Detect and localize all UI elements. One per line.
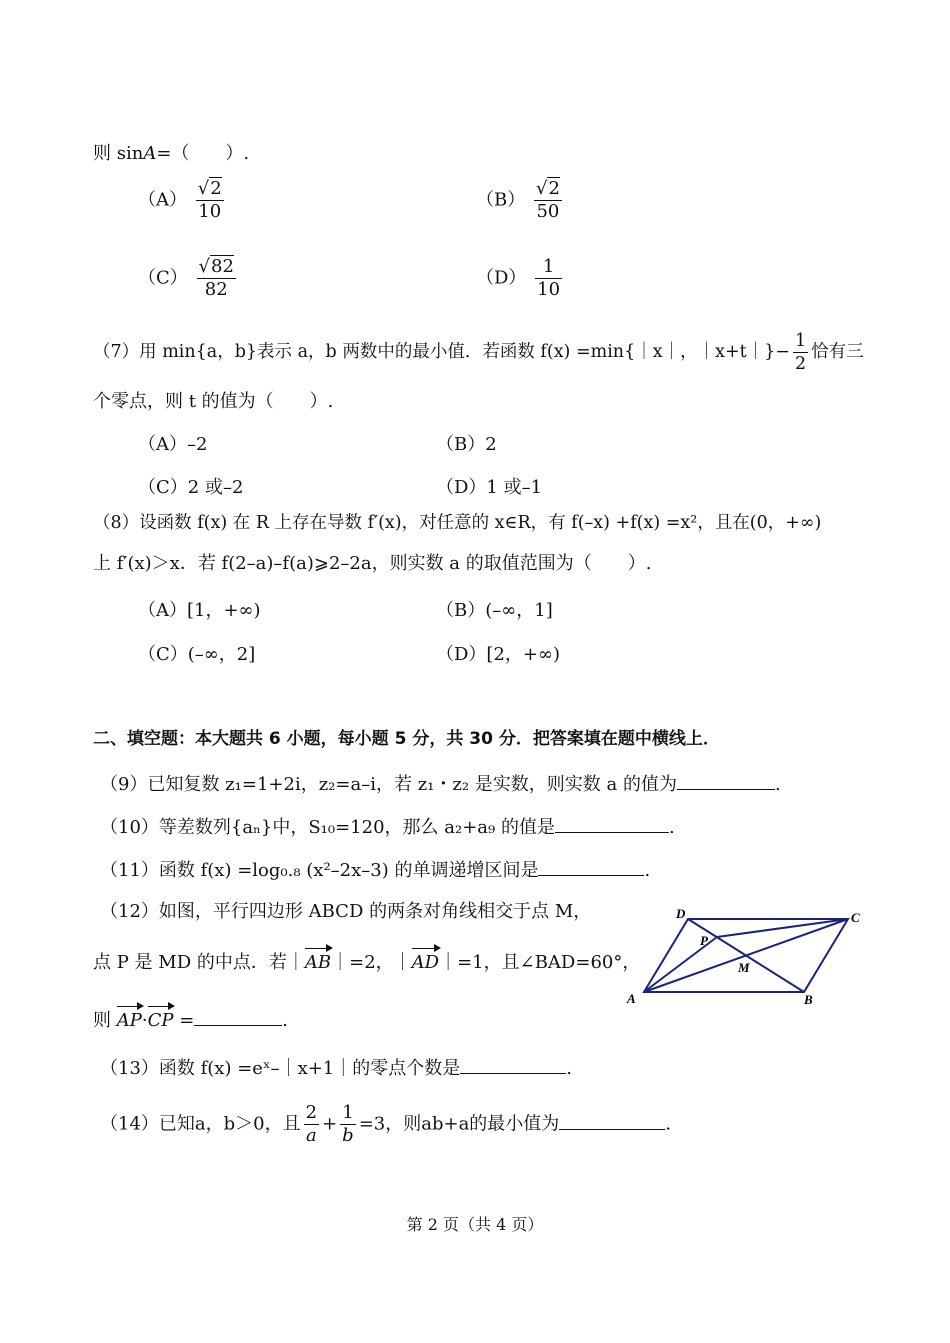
q13-answer-blank[interactable] bbox=[460, 1055, 566, 1074]
q9-answer-blank[interactable] bbox=[677, 771, 775, 790]
q11-answer-blank[interactable] bbox=[538, 857, 644, 876]
vector-ap: AP bbox=[116, 1010, 142, 1031]
label-d: D bbox=[676, 906, 686, 921]
q7-half-fraction: $\frac{1}{2}$ bbox=[794, 331, 807, 374]
q14-answer-blank[interactable] bbox=[559, 1111, 665, 1130]
label-c: C bbox=[851, 910, 860, 925]
q8-option-b: （B）(–∞，1] bbox=[436, 600, 553, 621]
segment-cp bbox=[717, 919, 848, 937]
q6-option-d-fraction: $\frac{1}{10}$ bbox=[537, 256, 561, 300]
q12-line2: 点 P 是 MD 的中点．若｜AB｜=2，｜AD｜=1，且∠BAD=60°， bbox=[93, 952, 641, 973]
q8-option-d: （D）[2，+∞) bbox=[436, 644, 561, 665]
q8-option-a: （A）[1，+∞) bbox=[138, 600, 261, 621]
q7-line2: 个零点，则 t 的值为（ ）. bbox=[93, 391, 334, 412]
q14-fraction-2-over-a: $\frac{2}{a}$ bbox=[305, 1102, 318, 1146]
q6-option-b-fraction: $\frac{√2}{50}$ bbox=[535, 178, 560, 222]
section2-heading: 二、填空题：本大题共 6 小题，每小题 5 分，共 30 分．把答案填在题中横线上． bbox=[93, 729, 720, 749]
q10: （10）等差数列{aₙ}中，S₁₀=120，那么 a₂+a₉ 的值是 . bbox=[100, 814, 675, 840]
q9: （9）已知复数 z₁=1+2i，z₂=a–i，若 z₁・z₂ 是实数，则实数 a 的值为 . bbox=[100, 771, 781, 797]
q13: （13）函数 f(x) =eˣ–｜x+1｜的零点个数是 . bbox=[100, 1055, 572, 1081]
q7-option-b: （B）2 bbox=[436, 434, 497, 455]
q12-line1: （12）如图，平行四边形 ABCD 的两条对角线相交于点 M， bbox=[100, 901, 592, 922]
label-a: A bbox=[627, 991, 636, 1006]
q12-line3: 则 AP·CP = . bbox=[93, 1007, 288, 1033]
q6-stem: 则 sinA=（ ）. bbox=[93, 143, 250, 164]
q10-answer-blank[interactable] bbox=[555, 814, 669, 833]
q8-option-c: （C）(–∞，2] bbox=[138, 644, 256, 665]
q7-option-a: （A）–2 bbox=[138, 434, 208, 455]
q11: （11）函数 f(x) =log₀.₈ (x²–2x–3) 的单调递增区间是 . bbox=[100, 857, 650, 883]
vector-ad: AD bbox=[411, 952, 440, 973]
q6-option-d: （D） $\frac{1}{10}$ bbox=[476, 256, 561, 300]
q12-answer-blank[interactable] bbox=[194, 1007, 282, 1026]
label-p: P bbox=[700, 933, 708, 948]
page-footer: 第 2 页（共 4 页） bbox=[406, 1215, 544, 1234]
q6-option-c-fraction: $\frac{√82}{82}$ bbox=[198, 256, 234, 300]
q7-line1: （7）用 min{a，b}表示 a，b 两数中的最小值．若函数 f(x) =min{｜x｜，｜x+t｜}− $\frac{1}{2}$ 恰有三 bbox=[93, 331, 864, 374]
q6-option-a: （A） $\frac{√2}{10}$ bbox=[138, 178, 222, 222]
q8-line1: （8）设函数 f(x) 在 R 上存在导数 f′(x)，对任意的 x∈R，有 f(–x) +f(x) =x²，且在(0，+∞) bbox=[93, 513, 822, 533]
q8-line2: 上 f′(x)＞x．若 f(2–a)–f(a)⩾2–2a，则实数 a 的取值范围为（ ）. bbox=[93, 553, 652, 574]
q7-option-c: （C）2 或–2 bbox=[138, 477, 244, 498]
q14: （14）已知a，b＞0，且 $\frac{2}{a}$ + $\frac{1}{b}$ =3，则ab+a的最小值为 . bbox=[100, 1102, 672, 1146]
vector-cp: CP bbox=[147, 1010, 174, 1031]
label-m: M bbox=[738, 960, 750, 975]
q6-option-b: （B） $\frac{√2}{50}$ bbox=[476, 178, 560, 222]
diagonal-bd bbox=[688, 919, 804, 992]
q6-option-a-fraction: $\frac{√2}{10}$ bbox=[197, 178, 222, 222]
q7-option-d: （D）1 或–1 bbox=[436, 477, 543, 498]
vector-ab: AB bbox=[304, 952, 332, 973]
label-b: B bbox=[804, 992, 813, 1007]
q6-option-c: （C） $\frac{√82}{82}$ bbox=[138, 256, 234, 300]
parallelogram-figure bbox=[620, 900, 870, 1010]
q14-fraction-1-over-b: $\frac{1}{b}$ bbox=[342, 1102, 354, 1146]
